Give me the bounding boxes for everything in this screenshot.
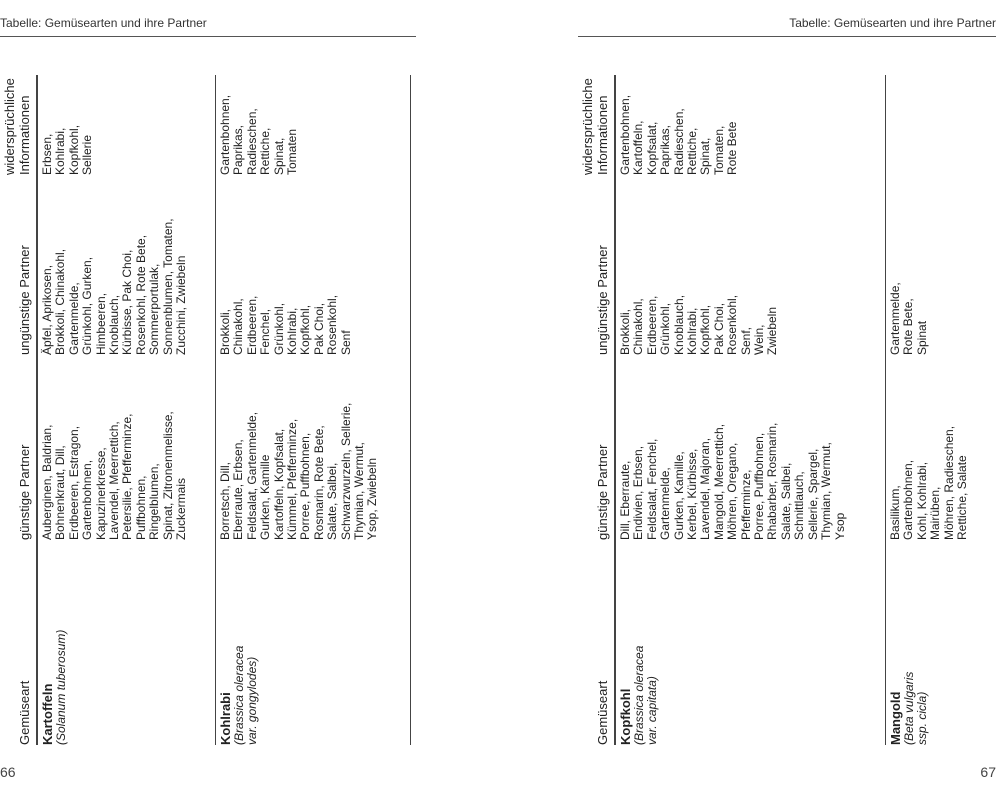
species-name: Kartoffeln — [40, 683, 55, 745]
column-header-species: Gemüseart — [595, 680, 610, 745]
running-header-left: Tabelle: Gemüsearten und ihre Partner — [0, 16, 207, 30]
good-partners-cell: Dill, Eberraute, Endivien, Erbsen, Feldsalat, Fenchel, Gartenmelde, Gurken, Kamille, Kerbel, Kürbisse, Lavendel, Majoran, Mangold, Meerrettich, Möhren, Oregano, Pfefferminze, Porree, Puffbohnen, Rhabarber, Rosmarin, Salate, Salbei, Schnittlauch, Sellerie, Spargel, Thymian, Wermut, Ysop — [618, 422, 847, 540]
species-cell — [41, 540, 215, 745]
species-cell — [619, 540, 885, 745]
column-header-good-partners: günstige Partner — [595, 444, 610, 540]
right-table-row-1 — [885, 75, 997, 745]
column-header-contradictory-line1: widersprüchliche — [580, 78, 595, 175]
right-table-row-0 — [615, 75, 885, 745]
bad-partners-cell: Brokkoli, Chinakohl, Erdbeeren, Fenchel, Grünkohl, Kohlrabi, Kopfkohl, Pak Choi, Rosenkohl, Senf — [218, 294, 353, 355]
species-name: Kopfkohl — [618, 688, 633, 745]
running-header-right: Tabelle: Gemüsearten und ihre Partner — [789, 16, 996, 30]
species-latin-name: (Brassica oleracea var. capitata) — [632, 645, 659, 745]
left-table-row-0 — [37, 75, 215, 745]
good-partners-cell: Borretsch, Dill, Eberraute, Erbsen, Feldsalat, Gartenmelde, Gurken, Kamille Kartoffeln, Kopfsalat, Kümmel, Pfefferminze, Porree, Puffbohnen, Rosmarin, Rote Bete, Salate, Salbei, Schwarzwurzeln, Sellerie, Thymian, Wermut, Ysop, Zwiebeln — [218, 402, 380, 540]
page-number-left: 66 — [0, 764, 16, 780]
left-table-header-row — [0, 75, 37, 745]
column-header-bad-partners: ungünstige Partner — [595, 245, 610, 355]
species-latin-name: (Beta vulgaris ssp. cicla) — [902, 671, 929, 745]
species-cell — [889, 540, 997, 745]
column-header-good-partners: günstige Partner — [17, 444, 32, 540]
column-header-bad-partners: ungünstige Partner — [17, 245, 32, 355]
gemuese-table-left — [0, 75, 410, 745]
column-header-contradictory-line2: Informationen — [595, 95, 610, 175]
table-rule-left — [410, 75, 411, 745]
bad-partners-cell: Brokkoli, Chinakohl, Erdbeeren, Grünkohl, Knoblauch, Kohlrabi, Kopfkohl, Pak Choi, Rosenkohl, Senf, Wein, Zwiebeln — [618, 294, 780, 355]
column-header-contradictory — [0, 75, 36, 175]
page-number-right: 67 — [980, 764, 996, 780]
contradictory-info-cell — [889, 75, 997, 175]
gemuese-table-right — [578, 75, 998, 745]
column-header-contradictory-line1: widersprüchliche — [2, 78, 17, 175]
bad-partners-cell: Äpfel, Aprikosen, Brokkoli, Chinakohl, Gartenmelde, Grünkohl, Gurken, Himbeeren, Knoblauch, Kürbisse, Pak Choi, Rosenkohl, Rote Bete, Sommerportulak, Sonnenblumen, Tomaten, Zucchini, Zwiebeln — [40, 218, 189, 355]
species-latin-name: (Brassica oleracea var. gongylodes) — [232, 645, 259, 745]
species-name: Kohlrabi — [218, 692, 233, 745]
column-header-species: Gemüseart — [17, 680, 32, 745]
species-name: Mangold — [888, 691, 903, 745]
contradictory-info-cell: Gartenbohnen, Kartoffeln, Kopfsalat, Paprikas, Radieschen, Rettiche, Spinat, Tomaten, Rote Bete — [618, 94, 740, 175]
column-header-contradictory-line2: Informationen — [17, 95, 32, 175]
good-partners-cell: Auberginen, Baldrian, Bohnenkraut, Dill, Erdbeeren, Estragon, Gartenbohnen, Kapuzinerkresse, Lavendel, Meerrettich, Petersilie, Pfefferminze, Puffbohnen, Ringelblumen, Spinat, Zitronenmelisse, Zuckermais — [40, 411, 189, 540]
species-latin-name: (Solanum tuberosum) — [54, 629, 68, 745]
left-table-row-1 — [215, 75, 411, 745]
good-partners-cell: Basilikum, Gartenbohnen, Kohl, Kohlrabi, Mairüben, Möhren, Radieschen, Rettiche, Salate — [888, 425, 970, 540]
bad-partners-cell: Gartenmelde, Rote Bete, Spinat — [888, 282, 929, 355]
right-table-header-row — [578, 75, 615, 745]
contradictory-info-cell: Erbsen, Kohlrabi, Kopfkohl, Sellerie — [40, 124, 95, 175]
contradictory-info-cell: Gartenbohnen, Paprikas, Radieschen, Rettiche, Spinat, Tomaten — [218, 94, 300, 175]
header-rule-right — [578, 36, 996, 37]
header-rule-left — [0, 36, 416, 37]
column-header-contradictory — [578, 75, 614, 175]
species-cell — [219, 540, 411, 745]
